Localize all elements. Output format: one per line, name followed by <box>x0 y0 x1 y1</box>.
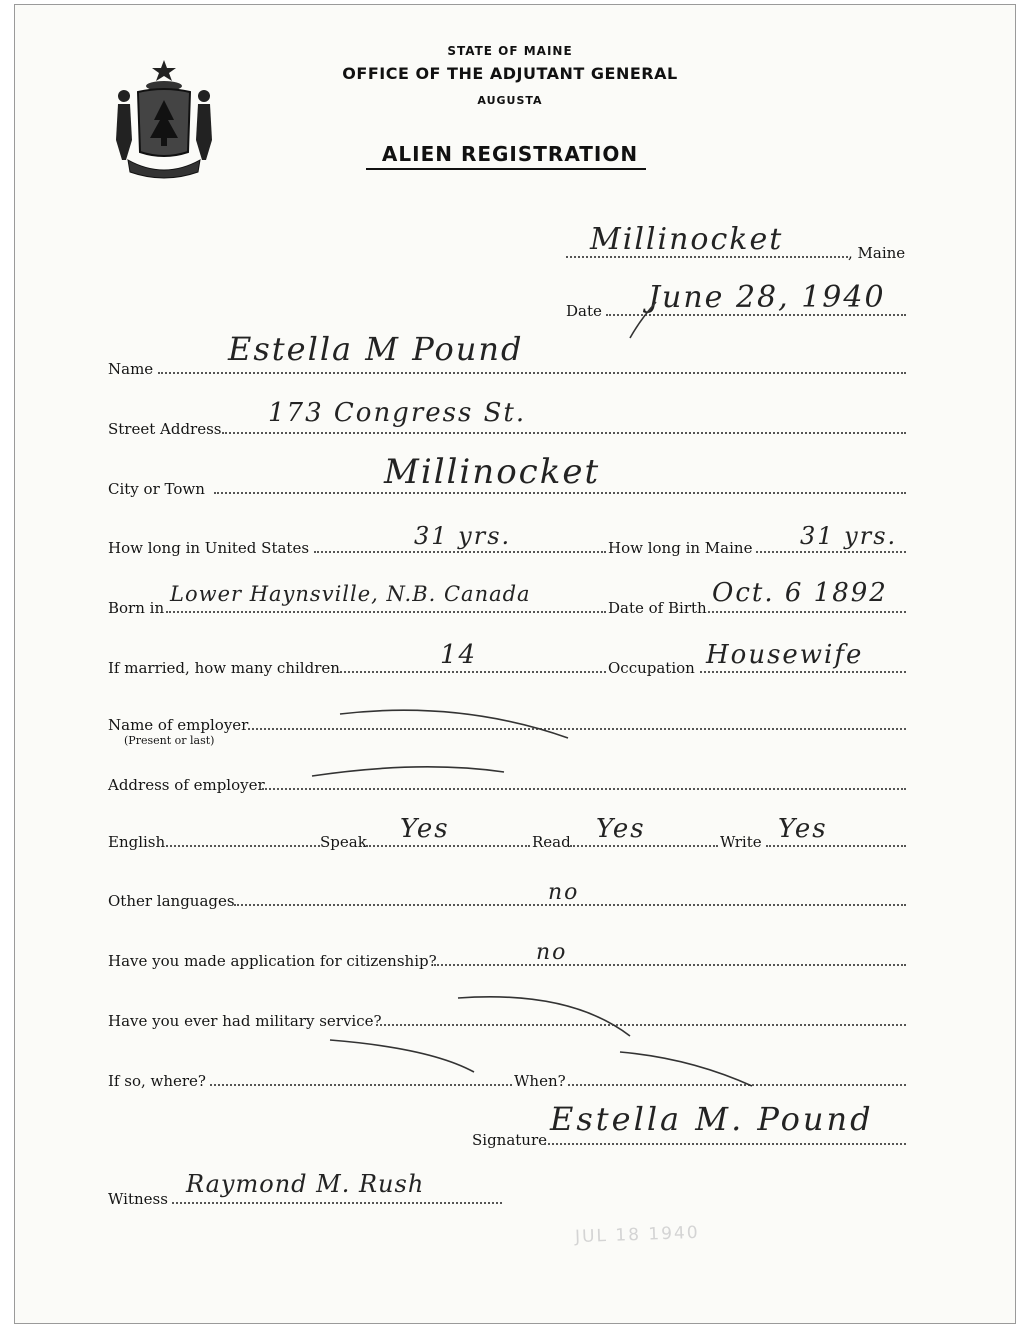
street-value[interactable]: 173 Congress St. <box>268 398 527 428</box>
city-label: City or Town <box>108 480 205 498</box>
write-label: Write <box>720 833 762 851</box>
speak-label: Speak <box>320 833 367 851</box>
place-value[interactable]: Millinocket <box>590 222 784 257</box>
children-value[interactable]: 14 <box>440 640 478 670</box>
us-years-label: How long in United States <box>108 539 310 557</box>
english-label: English <box>108 833 166 851</box>
when-label: When? <box>514 1072 566 1090</box>
signature-value[interactable]: Estella M. Pound <box>550 1100 874 1138</box>
other-languages-label: Other languages <box>108 892 235 910</box>
witness-value[interactable]: Raymond M. Rush <box>186 1170 425 1198</box>
employer-sublabel: (Present or last) <box>124 734 215 747</box>
employer-address-label: Address of employer <box>108 776 265 794</box>
born-in-value[interactable]: Lower Haynsville, N.B. Canada <box>170 582 531 606</box>
read-label: Read <box>532 833 571 851</box>
form-title: ALIEN REGISTRATION <box>381 142 639 166</box>
header-office: OFFICE OF THE ADJUTANT GENERAL <box>342 64 678 83</box>
occupation-value[interactable]: Housewife <box>706 640 864 670</box>
occupation-label: Occupation <box>608 659 695 677</box>
header-city: AUGUSTA <box>477 94 543 107</box>
dob-value[interactable]: Oct. 6 1892 <box>712 578 888 608</box>
where-label: If so, where? <box>108 1072 206 1090</box>
receipt-stamp: JUL 18 1940 <box>574 1222 700 1248</box>
us-years-value[interactable]: 31 yrs. <box>414 522 512 550</box>
signature-label: Signature <box>472 1131 548 1149</box>
street-label: Street Address <box>108 420 222 438</box>
maine-years-value[interactable]: 31 yrs. <box>800 522 898 550</box>
read-value[interactable]: Yes <box>596 814 646 844</box>
header-state: STATE OF MAINE <box>447 44 573 58</box>
place-suffix: , Maine <box>848 244 906 262</box>
name-label: Name <box>108 360 154 378</box>
other-languages-value[interactable]: no <box>548 880 580 905</box>
name-value[interactable]: Estella M Pound <box>228 330 524 368</box>
speak-value[interactable]: Yes <box>400 814 450 844</box>
born-in-label: Born in <box>108 599 165 617</box>
city-value[interactable]: Millinocket <box>384 452 601 492</box>
maine-years-label: How long in Maine <box>608 539 753 557</box>
citizenship-label: Have you made application for citizenship? <box>108 952 437 970</box>
children-label: If married, how many children <box>108 659 340 677</box>
dob-label: Date of Birth <box>608 599 707 617</box>
employer-label: Name of employer <box>108 716 249 734</box>
write-value[interactable]: Yes <box>778 814 828 844</box>
witness-label: Witness <box>108 1190 168 1208</box>
date-label: Date <box>566 302 602 320</box>
date-value[interactable]: June 28, 1940 <box>648 280 886 315</box>
military-label: Have you ever had military service? <box>108 1012 382 1030</box>
citizenship-value[interactable]: no <box>536 940 568 965</box>
